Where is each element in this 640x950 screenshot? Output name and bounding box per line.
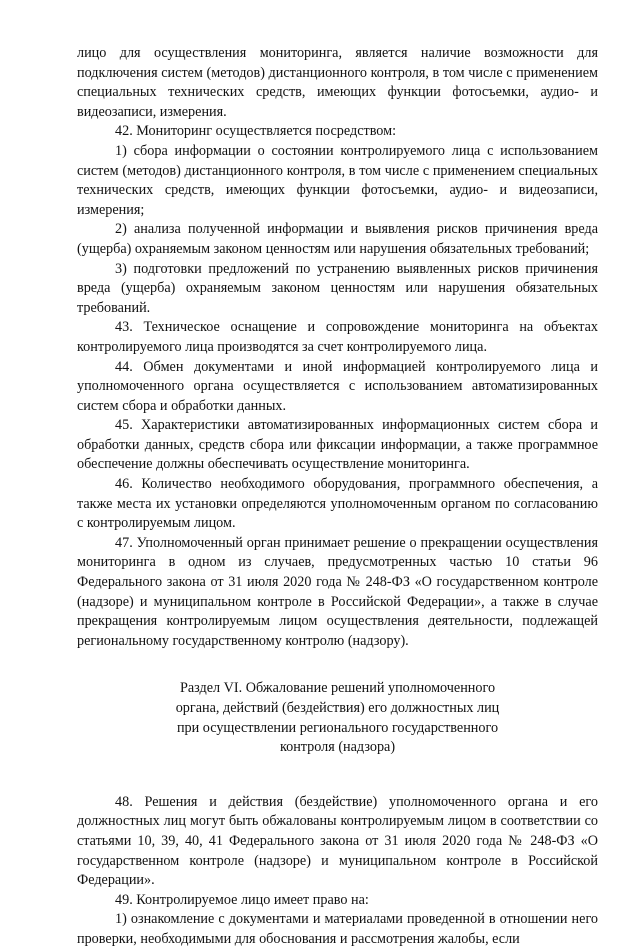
document-body-top (77, 44, 598, 651)
section-heading (77, 679, 598, 757)
section-heading-line: Раздел VI. Обжалование решений уполномоченного (179, 680, 496, 697)
paragraph-p-47: 47. Уполномоченный орган принимает решение о прекращении осуществления мониторинга в одном из случаев, предусмотренных частью 10 статьи 96 Федерального закона от 31 июля 2020 года № 248-ФЗ «О государственном контроле (надзоре) и муниципальном контроле в Российской Федерации», а также в случае прекращения контролируемым лицом осуществления деятельности, подлежащей региональному государственному контролю (надзору). (77, 534, 598, 649)
document-body-bottom (77, 793, 598, 950)
section-spacer (77, 758, 598, 793)
paragraph-p-42: 42. Мониторинг осуществляется посредством: (115, 123, 397, 140)
paragraph-p-cont: лицо для осуществления мониторинга, является наличие возможности для подключения систем (методов) дистанционного контроля, в том числе с применением специальных технических средств, имеющих функции фотосъемки, аудио- и видеозаписи, измерения. (77, 45, 598, 120)
paragraph-p-48: 48. Решения и действия (бездействие) уполномоченного органа и его должностных лиц могут быть обжалованы контролируемым лицом в соответствии со статьями 10, 39, 40, 41 Федерального закона от 31 июля 2020 года № 248-ФЗ «О государственном контроле (надзоре) и муниципальном контроле в Российской Федерации». (77, 793, 598, 889)
paragraph-p-46: 46. Количество необходимого оборудования, программного обеспечения, а также места их установки определяются уполномоченным органом по согласованию с контролируемым лицом. (77, 476, 598, 532)
paragraph-p-43: 43. Техническое оснащение и сопровождение мониторинга на объектах контролируемого лица производятся за счет контролируемого лица. (77, 319, 598, 355)
paragraph-p-49: 49. Контролируемое лицо имеет право на: (115, 891, 369, 908)
paragraph-p-42-2: 2) анализа полученной информации и выявления рисков причинения вреда (ущерба) охраняемым законом ценностям или нарушения обязательных требований; (77, 221, 598, 257)
paragraph-p-49-1: 1) ознакомление с документами и материалами проведенной в отношении него проверки, необходимыми для обоснования и рассмотрения жалобы, если (77, 911, 598, 947)
paragraph-p-42-3: 3) подготовки предложений по устранению выявленных рисков причинения вреда (ущерба) охраняемым законом ценностям или нарушения обязательных требований. (77, 260, 598, 316)
paragraph-p-42-1: 1) сбора информации о состоянии контролируемого лица с использованием систем (методов) дистанционного контроля, в том числе с применением специальных технических средств, имеющих функции фотосъемки, аудио- и видеозаписи, измерения; (77, 142, 598, 218)
paragraph-p-45: 45. Характеристики автоматизированных информационных систем сбора и обработки данных, средств сбора или фиксации информации, а также программное обеспечение должны обеспечивать осуществление мониторинга. (77, 417, 598, 473)
section-heading-line: органа, действий (бездействия) его должностных лиц (175, 700, 500, 716)
section-heading-line: контроля (надзора) (279, 739, 396, 756)
paragraph-p-44: 44. Обмен документами и иной информацией контролируемого лица и уполномоченного органа осуществляется с использованием автоматизированных систем сбора и обработки данных. (77, 358, 598, 414)
section-heading-line: при осуществлении регионального государственного (176, 719, 499, 736)
